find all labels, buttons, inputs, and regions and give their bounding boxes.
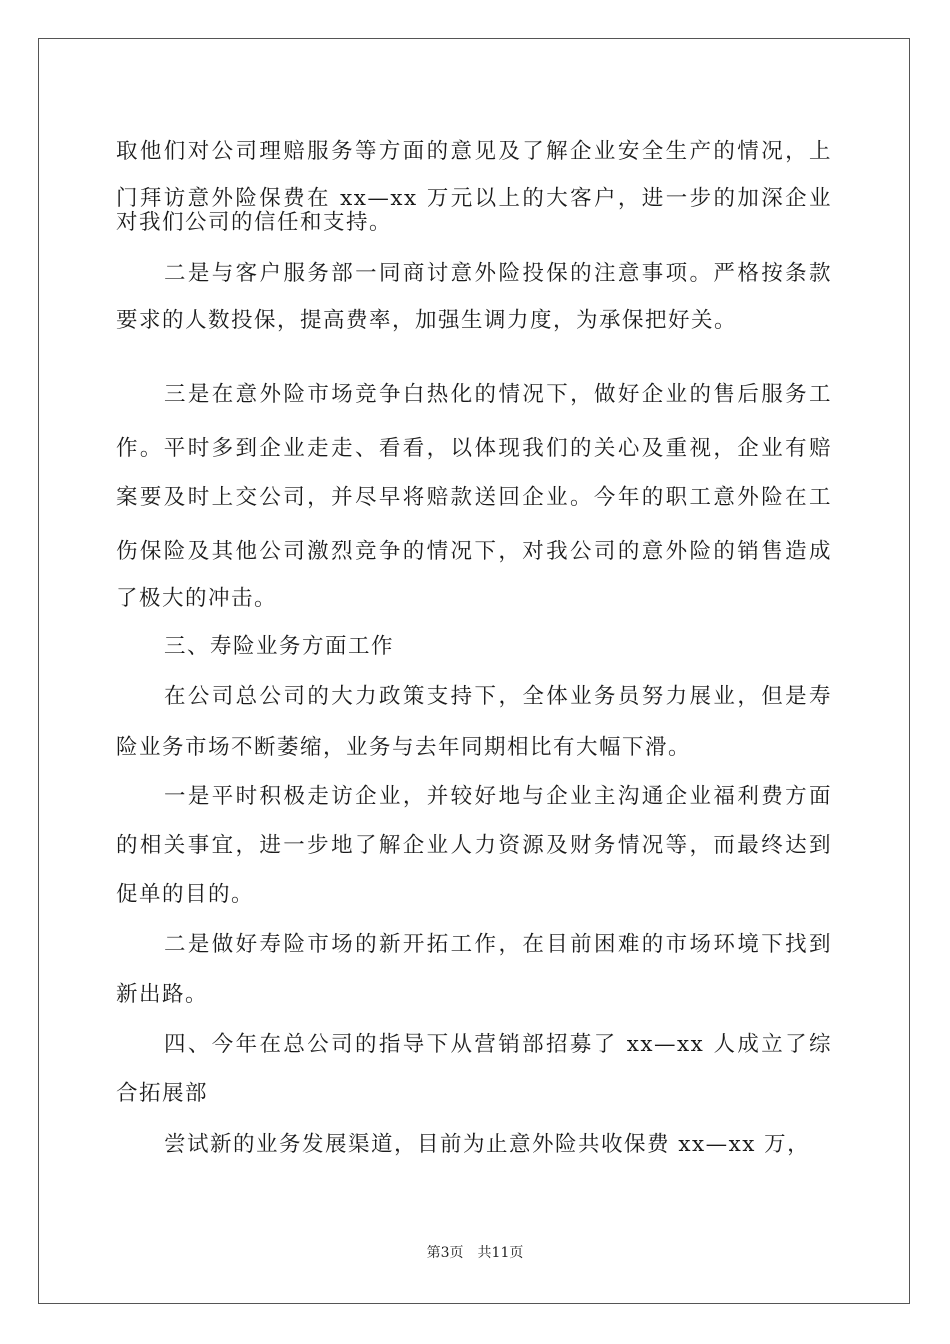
paragraph-line: 在公司总公司的大力政策支持下，全体业务员努力展业，但是寿	[164, 684, 832, 709]
paragraph-line: 门拜访意外险保费在 xx—xx 万元以上的大客户，进一步的加深企业	[116, 186, 832, 211]
section-heading: 四、今年在总公司的指导下从营销部招募了 xx—xx 人成立了综	[164, 1032, 832, 1057]
paragraph-line: 险业务市场不断萎缩，业务与去年同期相比有大幅下滑。	[116, 735, 692, 760]
paragraph-line: 促单的目的。	[116, 882, 255, 907]
paragraph-line: 作。平时多到企业走走、看看，以体现我们的关心及重视，企业有赔	[116, 436, 832, 461]
paragraph-line: 对我们公司的信任和支持。	[116, 210, 393, 235]
paragraph-line: 二是与客户服务部一同商讨意外险投保的注意事项。严格按条款	[164, 261, 832, 286]
page-footer: 第3页 共11页	[426, 1245, 524, 1261]
paragraph-line: 取他们对公司理赔服务等方面的意见及了解企业安全生产的情况，上	[116, 139, 832, 164]
paragraph-line: 要求的人数投保，提高费率，加强生调力度，为承保把好关。	[116, 308, 738, 333]
paragraph-line: 案要及时上交公司，并尽早将赔款送回企业。今年的职工意外险在工	[116, 485, 832, 510]
section-heading: 三、寿险业务方面工作	[164, 634, 395, 659]
paragraph-line: 的相关事宜，进一步地了解企业人力资源及财务情况等，而最终达到	[116, 833, 832, 858]
paragraph-line: 三是在意外险市场竞争白热化的情况下，做好企业的售后服务工	[164, 382, 832, 407]
paragraph-line: 伤保险及其他公司激烈竞争的情况下，对我公司的意外险的销售造成	[116, 539, 832, 564]
section-heading: 合拓展部	[116, 1081, 209, 1106]
paragraph-line: 二是做好寿险市场的新开拓工作，在目前困难的市场环境下找到	[164, 932, 832, 957]
paragraph-line: 尝试新的业务发展渠道，目前为止意外险共收保费 xx—xx 万，	[164, 1132, 811, 1157]
paragraph-line: 新出路。	[116, 982, 209, 1007]
paragraph-line: 一是平时积极走访企业，并较好地与企业主沟通企业福利费方面	[164, 784, 832, 809]
paragraph-line: 了极大的冲击。	[116, 586, 278, 611]
